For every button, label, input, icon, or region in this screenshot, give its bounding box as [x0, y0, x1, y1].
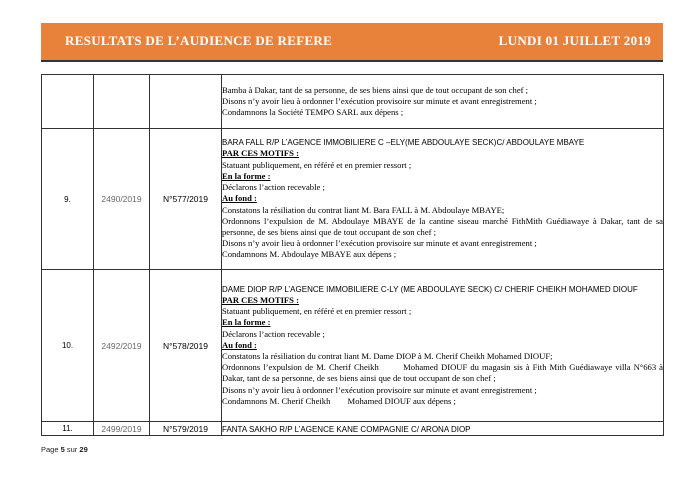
- rg-number: 2492/2019: [94, 270, 150, 422]
- rg-number: 2499/2019: [94, 422, 150, 436]
- page-header-banner: [41, 23, 663, 60]
- header-divider: [41, 60, 663, 62]
- rg-number: [94, 75, 150, 129]
- table-row: [42, 75, 664, 129]
- case-title: DAME DIOP R/P L’AGENCE IMMOBILIERE C-LY (ME ABDOULAYE SECK) C/ CHERIF CHEIKH MOHAMED DIOUF: [222, 284, 638, 294]
- row-number: 10.: [42, 270, 94, 422]
- row-number: [42, 75, 94, 129]
- decision-line: Disons n’y avoir lieu à ordonner l’exécution provisoire sur minute et avant enregistrement ;: [222, 384, 537, 395]
- table-row: [42, 422, 664, 436]
- ordonnance-number: N°578/2019: [150, 270, 222, 422]
- ordonnance-number: N°577/2019: [150, 129, 222, 270]
- decision-line: Disons n’y avoir lieu à ordonner l’exécution provisoire sur minute et avant enregistrement ;: [222, 238, 537, 249]
- of-word: sur: [66, 445, 78, 454]
- decision-line: Condamnons M. Cherif Cheikh Mohamed DIOUF aux dépens ;: [222, 395, 456, 406]
- decision-line: Statuant publiquement, en référé et en premier ressort ;: [222, 306, 412, 317]
- case-title: FANTA SAKHO R/P L’AGENCE KANE COMPAGNIE C/ ARONA DIOP: [222, 424, 471, 434]
- page-number: 5: [60, 445, 65, 454]
- motifs-heading: PAR CES MOTIFS :: [222, 148, 299, 159]
- decision-line: Condamnons M. Abdoulaye MBAYE aux dépens ;: [222, 249, 397, 260]
- decision-line: Statuant publiquement, en référé et en premier ressort ;: [222, 159, 412, 170]
- fond-heading: Au fond :: [222, 193, 257, 204]
- page-word: Page: [41, 445, 59, 454]
- page-footer: [41, 445, 88, 454]
- decision-line: Disons n’y avoir lieu à ordonner l’exécution provisoire sur minute et avant enregistrement ;: [222, 95, 537, 106]
- decision-line: Ordonnons l’expulsion de M. Cherif Cheikh Mohamed DIOUF du magasin sis à Fith Mith Guédiawaye villa N°663 à Dakar, tant de sa personne, de ses biens ainsi que de tout occupant de son chef ;: [222, 362, 663, 384]
- fond-heading: Au fond :: [222, 339, 257, 350]
- row-number: 11.: [42, 422, 94, 436]
- ordonnance-number: N°579/2019: [150, 422, 222, 436]
- rg-number: 2490/2019: [94, 129, 150, 270]
- ordonnance-number: [150, 75, 222, 129]
- table-row: [42, 270, 664, 422]
- decision-cell: [222, 422, 664, 436]
- results-table: [41, 74, 664, 436]
- forme-heading: En la forme :: [222, 170, 271, 181]
- decision-line: Bamba à Dakar, tant de sa personne, de ses biens ainsi que de tout occupant de son chef ;: [222, 84, 529, 95]
- forme-heading: En la forme :: [222, 317, 271, 328]
- page-total: 29: [79, 445, 88, 454]
- case-title: BARA FALL R/P L’AGENCE IMMOBILIERE C –ELY(ME ABDOULAYE SECK)C/ ABDOULAYE MBAYE: [222, 138, 585, 148]
- header-title: RESULTATS DE L’AUDIENCE DE REFERE: [65, 33, 333, 48]
- decision-cell: [222, 129, 664, 270]
- table-row: [42, 129, 664, 270]
- decision-line: Déclarons l’action recevable ;: [222, 182, 325, 193]
- header-date: LUNDI 01 JUILLET 2019: [498, 33, 651, 48]
- decision-cell: [222, 75, 664, 129]
- decision-line: Ordonnons l’expulsion de M. Abdoulaye MBAYE de la cantine siseau marché FithMith Guédiawaye à Dakar, tant de sa personne, de ses biens ainsi que de tout occupant de son chef ;: [222, 215, 663, 237]
- decision-cell: [222, 270, 664, 422]
- row-number: 9.: [42, 129, 94, 270]
- decision-line: Constatons la résiliation du contrat liant M. Dame DIOP à M. Cherif Cheikh Mohamed DIOUF;: [222, 351, 553, 361]
- decision-line: Condamnons la Société TEMPO SARL aux dépens ;: [222, 107, 404, 118]
- decision-line: Déclarons l’action recevable ;: [222, 328, 325, 339]
- motifs-heading: PAR CES MOTIFS :: [222, 294, 299, 305]
- decision-line: Constatons la résiliation du contrat liant M. Bara FALL à M. Abdoulaye MBAYE;: [222, 204, 505, 215]
